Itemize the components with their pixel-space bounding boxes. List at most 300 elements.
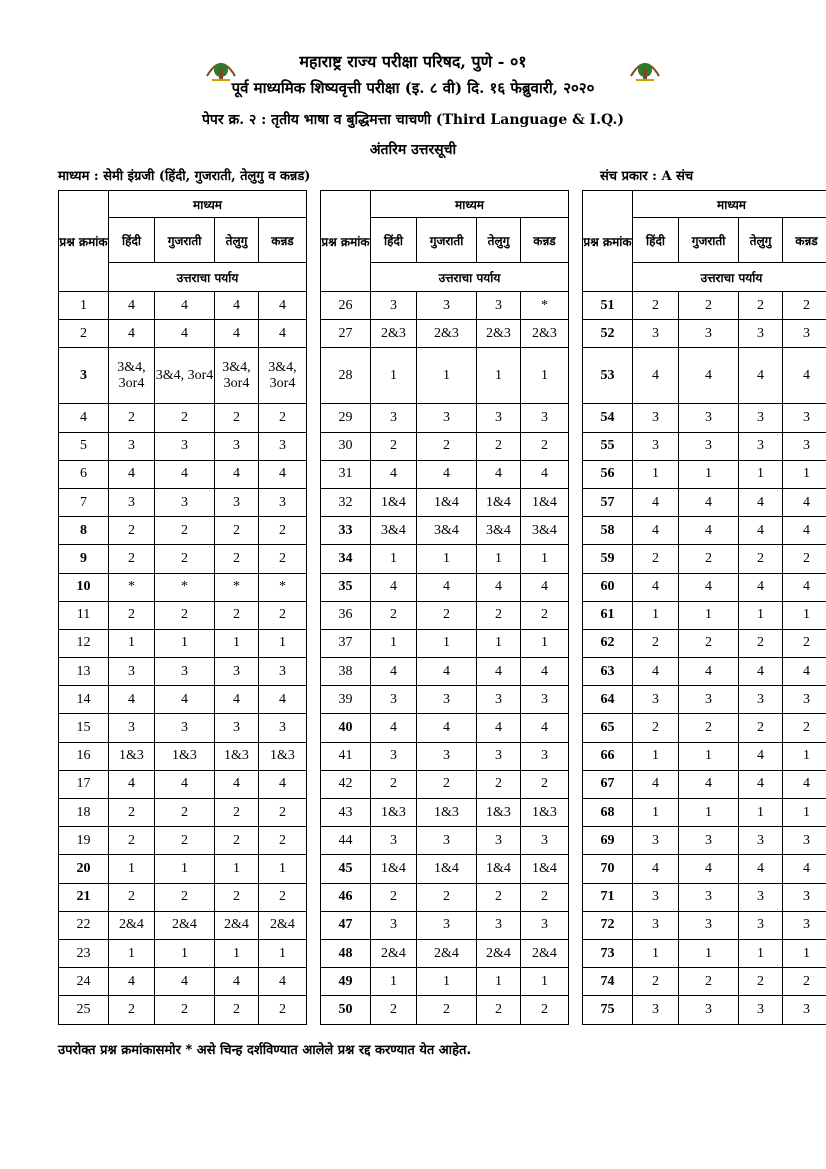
answer-cell: 3 xyxy=(477,404,521,432)
answer-cell: 2 xyxy=(109,883,155,911)
answer-cell: 3 xyxy=(215,658,259,686)
answer-cell: 1 xyxy=(679,742,739,770)
answer-cell: 2 xyxy=(215,517,259,545)
answer-cell: 4 xyxy=(739,517,783,545)
question-number: 70 xyxy=(583,855,633,883)
column-separator xyxy=(307,573,321,601)
column-separator xyxy=(307,799,321,827)
answer-cell: 2 xyxy=(679,545,739,573)
answer-cell: 3 xyxy=(215,432,259,460)
answer-cell: 4 xyxy=(215,770,259,798)
answer-cell: 4 xyxy=(783,770,826,798)
question-number: 29 xyxy=(321,404,371,432)
question-number: 4 xyxy=(59,404,109,432)
question-number: 9 xyxy=(59,545,109,573)
answer-cell: 2&3 xyxy=(477,320,521,348)
answer-cell: 3 xyxy=(109,658,155,686)
answer-cell: 4 xyxy=(215,460,259,488)
answer-cell: 2 xyxy=(215,601,259,629)
answer-cell: 2 xyxy=(633,714,679,742)
answer-cell: 2 xyxy=(215,799,259,827)
answer-cell: 2 xyxy=(633,629,679,657)
table-row xyxy=(59,432,826,460)
column-separator xyxy=(569,488,583,516)
answer-cell: 2 xyxy=(259,883,307,911)
question-number: 57 xyxy=(583,488,633,516)
column-separator xyxy=(307,939,321,967)
column-separator xyxy=(307,348,321,404)
question-number: 60 xyxy=(583,573,633,601)
answer-cell: 4 xyxy=(477,714,521,742)
answer-cell: 3 xyxy=(679,911,739,939)
answer-cell: 2 xyxy=(739,629,783,657)
answer-cell: 3 xyxy=(521,404,569,432)
answer-cell: 4 xyxy=(109,968,155,996)
column-separator xyxy=(569,191,583,292)
answer-cell: 2&4 xyxy=(477,939,521,967)
answer-cell: 1 xyxy=(215,855,259,883)
column-separator xyxy=(307,968,321,996)
answer-cell: 3 xyxy=(477,686,521,714)
answer-cell: 3 xyxy=(679,686,739,714)
language-header-telugu: तेलुगु xyxy=(739,218,783,263)
answer-cell: 2 xyxy=(259,827,307,855)
answer-cell: 1&3 xyxy=(371,799,417,827)
answer-cell: 2 xyxy=(371,432,417,460)
answer-cell: 4 xyxy=(739,742,783,770)
answer-cell: 2 xyxy=(109,517,155,545)
answer-cell: 1 xyxy=(783,460,826,488)
column-separator xyxy=(307,601,321,629)
answer-cell: 1&4 xyxy=(521,855,569,883)
answer-cell: * xyxy=(259,573,307,601)
answer-cell: 1 xyxy=(521,629,569,657)
question-number: 25 xyxy=(59,996,109,1024)
answer-cell: 4 xyxy=(155,770,215,798)
answer-cell: 2 xyxy=(215,404,259,432)
answer-cell: 4 xyxy=(259,770,307,798)
question-number: 2 xyxy=(59,320,109,348)
answer-cell: 4 xyxy=(371,658,417,686)
answer-cell: 2&4 xyxy=(521,939,569,967)
answer-cell: 1 xyxy=(371,629,417,657)
answer-cell: 3 xyxy=(739,996,783,1024)
answer-cell: 2 xyxy=(109,827,155,855)
answer-cell: 1 xyxy=(215,629,259,657)
column-separator xyxy=(569,855,583,883)
question-number: 6 xyxy=(59,460,109,488)
answer-cell: 2 xyxy=(109,601,155,629)
answer-cell: 4 xyxy=(679,517,739,545)
question-number: 50 xyxy=(321,996,371,1024)
answer-cell: 3&4 xyxy=(371,517,417,545)
answer-cell: 4 xyxy=(155,968,215,996)
language-header-gujarati: गुजराती xyxy=(417,218,477,263)
answer-cell: 1 xyxy=(109,939,155,967)
answer-cell: 3 xyxy=(783,686,826,714)
answer-cell: 1&4 xyxy=(477,855,521,883)
footnote: उपरोक्त प्रश्न क्रमांकासमोर * असे चिन्ह दर्शविण्यात आलेले प्रश्न रद्द करण्यात येत आहेत. xyxy=(58,1043,472,1058)
answer-cell: 2 xyxy=(371,770,417,798)
answer-cell: 4 xyxy=(109,686,155,714)
question-number: 3 xyxy=(59,348,109,404)
answer-cell: 3&4 xyxy=(417,517,477,545)
column-separator xyxy=(307,488,321,516)
answer-cell: 1&3 xyxy=(155,742,215,770)
question-number: 68 xyxy=(583,799,633,827)
column-separator xyxy=(307,686,321,714)
answer-cell: 1&3 xyxy=(259,742,307,770)
answer-cell: 2&4 xyxy=(109,911,155,939)
answer-cell: 2 xyxy=(739,545,783,573)
answer-cell: 4 xyxy=(109,320,155,348)
exam-title: पूर्व माध्यमिक शिष्यवृत्ती परीक्षा (इ. ८ वी) दि. १६ फेब्रुवारी, २०२० xyxy=(231,79,595,97)
answer-cell: 2 xyxy=(155,827,215,855)
column-separator xyxy=(307,770,321,798)
question-number: 51 xyxy=(583,292,633,320)
answer-cell: 4 xyxy=(783,658,826,686)
question-number: 7 xyxy=(59,488,109,516)
column-separator xyxy=(569,432,583,460)
language-header-hindi: हिंदी xyxy=(371,218,417,263)
question-number: 65 xyxy=(583,714,633,742)
answer-cell: 3 xyxy=(679,883,739,911)
answer-cell: 2 xyxy=(477,996,521,1024)
answer-cell: 3 xyxy=(783,827,826,855)
answer-cell: 3 xyxy=(259,488,307,516)
paper-title: पेपर क्र. २ : तृतीय भाषा व बुद्धिमत्ता चाचणी (Third Language & I.Q.) xyxy=(201,112,625,128)
answer-cell: 1 xyxy=(783,601,826,629)
question-number: 48 xyxy=(321,939,371,967)
answer-cell: 3 xyxy=(371,404,417,432)
column-separator xyxy=(307,827,321,855)
answer-cell: 4 xyxy=(739,348,783,404)
answer-cell: 4 xyxy=(783,488,826,516)
answer-cell: 1 xyxy=(109,855,155,883)
question-number: 55 xyxy=(583,432,633,460)
answer-cell: 1 xyxy=(259,629,307,657)
column-separator xyxy=(569,742,583,770)
answer-cell: 3&4, 3or4 xyxy=(259,348,307,404)
answer-cell: 4 xyxy=(215,968,259,996)
column-separator xyxy=(569,714,583,742)
question-number: 16 xyxy=(59,742,109,770)
medium-label: माध्यम : सेमी इंग्रजी (हिंदी, गुजराती, तेलुगु व कन्नड) xyxy=(58,169,311,184)
question-number: 72 xyxy=(583,911,633,939)
answer-cell: 1&4 xyxy=(417,855,477,883)
answer-cell: 2 xyxy=(521,883,569,911)
answer-cell: 4 xyxy=(679,770,739,798)
table-row xyxy=(59,855,826,883)
answer-cell: 1 xyxy=(215,939,259,967)
answer-cell: 2 xyxy=(783,629,826,657)
answer-cell: 3 xyxy=(633,432,679,460)
answer-cell: 3 xyxy=(739,883,783,911)
table-row xyxy=(59,883,826,911)
medium-header: माध्यम xyxy=(109,191,307,218)
answer-cell: 4 xyxy=(783,517,826,545)
question-number: 12 xyxy=(59,629,109,657)
column-separator xyxy=(307,714,321,742)
answer-cell: 1 xyxy=(739,601,783,629)
answer-cell: 3 xyxy=(109,714,155,742)
answer-cell: 4 xyxy=(521,460,569,488)
answer-cell: 3 xyxy=(783,404,826,432)
answer-cell: 1 xyxy=(155,855,215,883)
answer-cell: 4 xyxy=(521,573,569,601)
column-separator xyxy=(569,545,583,573)
answer-cell: 4 xyxy=(371,573,417,601)
question-number: 40 xyxy=(321,714,371,742)
question-number: 8 xyxy=(59,517,109,545)
column-separator xyxy=(569,770,583,798)
answer-cell: 2 xyxy=(109,996,155,1024)
answer-cell: 3 xyxy=(371,742,417,770)
question-number: 73 xyxy=(583,939,633,967)
answer-cell: 2 xyxy=(679,292,739,320)
answer-cell: 3 xyxy=(259,658,307,686)
answer-cell: 3 xyxy=(739,686,783,714)
question-number: 24 xyxy=(59,968,109,996)
answer-cell: 2 xyxy=(417,432,477,460)
language-header-gujarati: गुजराती xyxy=(679,218,739,263)
answer-cell: 3 xyxy=(633,827,679,855)
answer-cell: 2 xyxy=(633,292,679,320)
table-row xyxy=(59,742,826,770)
answer-cell: 1 xyxy=(417,968,477,996)
answer-cell: 1 xyxy=(477,348,521,404)
answer-cell: 4 xyxy=(259,968,307,996)
answer-cell: 1 xyxy=(679,601,739,629)
answer-cell: 3 xyxy=(739,911,783,939)
table-row xyxy=(59,911,826,939)
answer-cell: 3&4 xyxy=(477,517,521,545)
answer-cell: 2 xyxy=(215,545,259,573)
answer-cell: 1 xyxy=(371,348,417,404)
answer-cell: 2 xyxy=(155,799,215,827)
column-separator xyxy=(569,939,583,967)
answer-cell: 1 xyxy=(633,799,679,827)
answer-cell: 2 xyxy=(521,432,569,460)
answer-key-table xyxy=(58,190,826,1025)
answer-cell: 1 xyxy=(633,939,679,967)
set-type-label: संच प्रकार : A संच xyxy=(600,169,694,184)
answer-cell: 2 xyxy=(633,545,679,573)
answer-cell: 4 xyxy=(633,770,679,798)
question-number: 1 xyxy=(59,292,109,320)
question-number: 66 xyxy=(583,742,633,770)
table-row xyxy=(59,460,826,488)
medium-header: माध्यम xyxy=(633,191,826,218)
answer-cell: 4 xyxy=(633,348,679,404)
column-separator xyxy=(569,799,583,827)
answer-cell: 1 xyxy=(739,799,783,827)
answer-cell: 2 xyxy=(679,714,739,742)
column-separator xyxy=(307,883,321,911)
answer-cell: 2&4 xyxy=(215,911,259,939)
question-number: 63 xyxy=(583,658,633,686)
answer-cell: * xyxy=(109,573,155,601)
answer-cell: 1 xyxy=(633,742,679,770)
answer-cell: 1 xyxy=(633,460,679,488)
answer-cell: 2 xyxy=(739,968,783,996)
question-number: 19 xyxy=(59,827,109,855)
column-separator xyxy=(569,292,583,320)
answer-cell: 2 xyxy=(155,601,215,629)
answer-cell: 2 xyxy=(155,517,215,545)
question-number: 46 xyxy=(321,883,371,911)
answer-cell: 3 xyxy=(783,883,826,911)
column-separator xyxy=(307,911,321,939)
answer-cell: 3&4 xyxy=(521,517,569,545)
answer-cell: 1&4 xyxy=(371,855,417,883)
question-number: 37 xyxy=(321,629,371,657)
question-number: 27 xyxy=(321,320,371,348)
answer-cell: 1 xyxy=(739,460,783,488)
answer-option-header: उत्तराचा पर्याय xyxy=(109,263,307,292)
column-separator xyxy=(569,629,583,657)
answer-cell: 2 xyxy=(477,770,521,798)
answer-cell: 4 xyxy=(155,292,215,320)
answer-cell: 2 xyxy=(417,883,477,911)
answer-cell: 3&4, 3or4 xyxy=(109,348,155,404)
language-header-gujarati: गुजराती xyxy=(155,218,215,263)
answer-cell: 1&3 xyxy=(477,799,521,827)
answer-cell: 3 xyxy=(215,488,259,516)
answer-cell: 3 xyxy=(417,911,477,939)
column-separator xyxy=(307,404,321,432)
answer-cell: 3 xyxy=(215,714,259,742)
table-row xyxy=(59,968,826,996)
answer-cell: 4 xyxy=(259,686,307,714)
question-number: 74 xyxy=(583,968,633,996)
answer-cell: 2&3 xyxy=(417,320,477,348)
answer-cell: 2&3 xyxy=(371,320,417,348)
answer-cell: 3 xyxy=(521,742,569,770)
question-number: 28 xyxy=(321,348,371,404)
answer-cell: 2 xyxy=(155,996,215,1024)
question-number: 41 xyxy=(321,742,371,770)
question-number: 67 xyxy=(583,770,633,798)
answer-cell: 4 xyxy=(477,658,521,686)
answer-cell: 2 xyxy=(521,770,569,798)
table-row xyxy=(59,658,826,686)
answer-cell: 4 xyxy=(417,714,477,742)
answer-cell: 3 xyxy=(259,714,307,742)
answer-cell: 3 xyxy=(783,911,826,939)
answer-table-header xyxy=(59,191,826,292)
column-separator xyxy=(569,517,583,545)
column-separator xyxy=(569,827,583,855)
question-number: 71 xyxy=(583,883,633,911)
answer-cell: 2 xyxy=(109,545,155,573)
answer-cell: 2&4 xyxy=(259,911,307,939)
column-separator xyxy=(307,996,321,1024)
language-header-hindi: हिंदी xyxy=(633,218,679,263)
question-number: 64 xyxy=(583,686,633,714)
table-row xyxy=(59,629,826,657)
language-header-telugu: तेलुगु xyxy=(477,218,521,263)
answer-cell: 3 xyxy=(417,686,477,714)
answer-cell: 4 xyxy=(783,573,826,601)
answer-cell: 2 xyxy=(259,799,307,827)
answer-cell: 3&4, 3or4 xyxy=(155,348,215,404)
table-row xyxy=(59,799,826,827)
answer-cell: 3 xyxy=(633,911,679,939)
answer-cell: 2 xyxy=(155,545,215,573)
question-number: 56 xyxy=(583,460,633,488)
table-row xyxy=(59,601,826,629)
answer-cell: 1 xyxy=(521,545,569,573)
answer-cell: 2 xyxy=(215,996,259,1024)
question-number: 17 xyxy=(59,770,109,798)
question-number: 54 xyxy=(583,404,633,432)
answer-cell: 3 xyxy=(679,827,739,855)
answer-cell: 2 xyxy=(739,292,783,320)
question-number: 75 xyxy=(583,996,633,1024)
answer-cell: 2 xyxy=(155,404,215,432)
question-number: 52 xyxy=(583,320,633,348)
answer-cell: 3 xyxy=(739,320,783,348)
answer-cell: 1 xyxy=(477,968,521,996)
table-row xyxy=(59,517,826,545)
answer-cell: 4 xyxy=(739,855,783,883)
table-row xyxy=(59,348,826,404)
question-number: 44 xyxy=(321,827,371,855)
column-separator xyxy=(569,686,583,714)
answer-cell: 3 xyxy=(739,404,783,432)
table-row xyxy=(59,827,826,855)
column-separator xyxy=(569,601,583,629)
answer-cell: 4 xyxy=(371,460,417,488)
answer-cell: 4 xyxy=(521,714,569,742)
answer-cell: * xyxy=(155,573,215,601)
answer-cell: 4 xyxy=(739,770,783,798)
answer-cell: 4 xyxy=(215,292,259,320)
answer-cell: 3 xyxy=(679,996,739,1024)
answer-cell: 4 xyxy=(417,573,477,601)
table-row xyxy=(59,996,826,1024)
answer-cell: 2 xyxy=(259,601,307,629)
answer-cell: 4 xyxy=(679,573,739,601)
table-row xyxy=(59,939,826,967)
answer-cell: 3 xyxy=(155,488,215,516)
answer-cell: 4 xyxy=(109,770,155,798)
answer-cell: 4 xyxy=(739,488,783,516)
answer-option-header: उत्तराचा पर्याय xyxy=(371,263,569,292)
question-number: 10 xyxy=(59,573,109,601)
answer-cell: 1 xyxy=(679,799,739,827)
answer-table-body xyxy=(59,292,826,1025)
answer-cell: 3 xyxy=(371,686,417,714)
answer-cell: 4 xyxy=(155,460,215,488)
answer-cell: 1 xyxy=(783,939,826,967)
answer-cell: 4 xyxy=(259,460,307,488)
answer-cell: 3 xyxy=(417,742,477,770)
answer-cell: 2 xyxy=(371,601,417,629)
table-row xyxy=(59,488,826,516)
question-number: 20 xyxy=(59,855,109,883)
answer-cell: 4 xyxy=(679,348,739,404)
answer-cell: 3 xyxy=(477,742,521,770)
column-separator xyxy=(569,460,583,488)
answer-cell: 1 xyxy=(259,939,307,967)
question-number: 15 xyxy=(59,714,109,742)
answer-cell: 3 xyxy=(633,883,679,911)
question-number: 34 xyxy=(321,545,371,573)
question-number: 30 xyxy=(321,432,371,460)
answer-cell: 3 xyxy=(521,911,569,939)
